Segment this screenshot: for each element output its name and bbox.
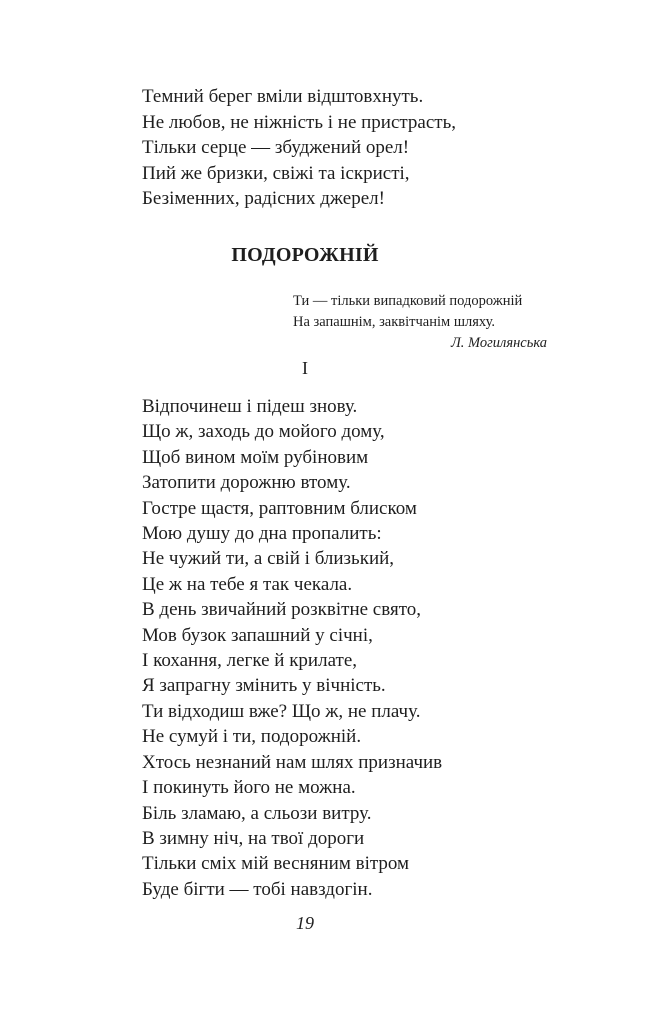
poem-line: Безіменних, радісних джерел! [142,188,385,210]
poem-line: В зимну ніч, на твої дороги [142,827,365,849]
section-numeral: I [302,358,308,378]
poem-title: ПОДОРОЖНІЙ [231,244,379,266]
poem-line: Буде бігти — тобі навздогін. [142,878,373,900]
poem-line: Гостре щастя, раптовним блиском [142,497,417,519]
poem-line: Не любов, не ніжність і не пристрасть, [142,111,457,133]
poem-line: Темний берег вміли відштовхнуть. [142,86,424,107]
epigraph [293,291,547,354]
poem-line: Щоб вином моїм рубіновим [142,446,369,468]
poem-line: Відпочинеш і підеш знову. [142,396,358,417]
poem-line: Хтось незнаний нам шлях призначив [142,751,443,773]
poem-line: Тільки серце — збуджений орел! [142,137,410,159]
poem-line: Що ж, заходь до мойого дому, [142,421,385,443]
poem-line: Це ж на тебе я так чекала. [142,573,353,595]
poem-line: І кохання, легке й крилате, [142,650,358,672]
poem-line: Не чужий ти, а свій і близький, [142,548,395,570]
poem-line: Пий же бризки, свіжі та іскристі, [142,162,410,184]
poem-line: Затопити дорожню втому. [142,472,351,494]
poem-line: В день звичайний розквітне свято, [142,599,421,621]
poem-line: Не сумуй і ти, подорожній. [142,726,362,748]
previous-poem-ending-stanza [142,84,582,212]
poem-line: Я запрагну змінить у вічність. [142,675,386,697]
poem-line: Біль зламаю, а сльози витру. [142,802,372,824]
epigraph-author: Л. Могилянська [450,335,547,351]
poem-line: Тільки сміх мій весняним вітром [142,853,410,875]
poem-line: Ти відходиш вже? Що ж, не плачу. [142,700,421,722]
poem-line: Мов бузок запашний у січні, [142,624,373,646]
poem-line: Мою душу до дна пропалить: [142,523,382,545]
poem-line: І покинуть його не можна. [142,777,356,799]
page-number: 19 [296,913,314,933]
epigraph-line: Ти — тільки випадковий подорожній [293,293,523,309]
epigraph-line: На запашнім, заквітчанім шляху. [293,314,496,330]
poem-body [142,394,582,902]
